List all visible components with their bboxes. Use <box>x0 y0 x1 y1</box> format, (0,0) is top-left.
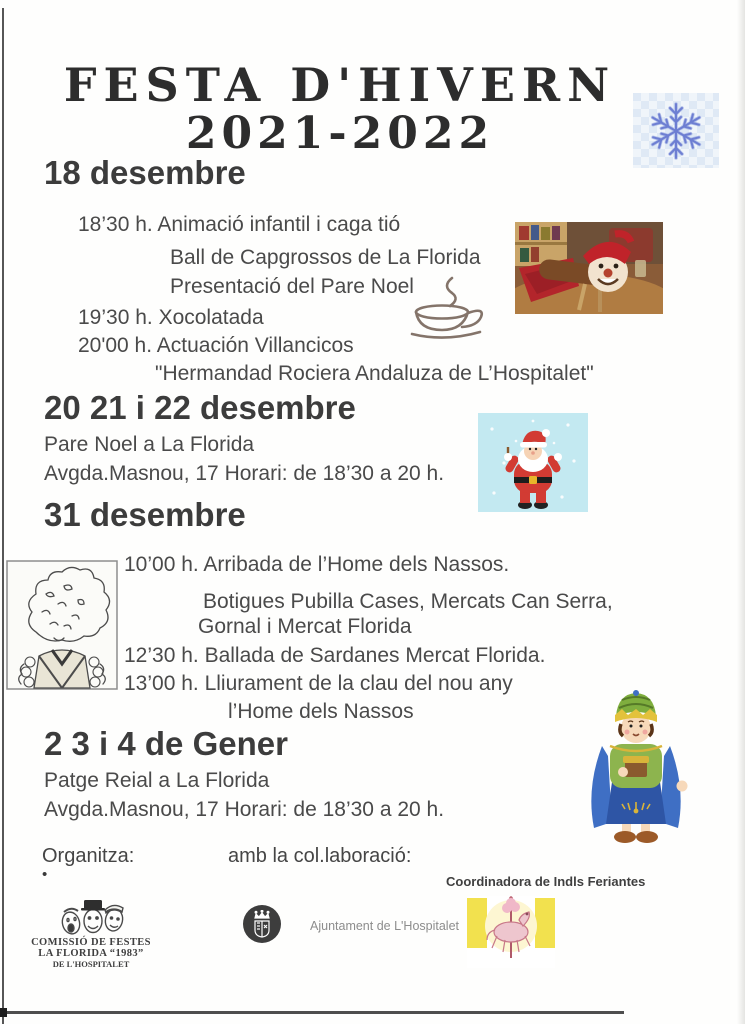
festival-masks-logo <box>56 899 128 939</box>
schedule-line: 10’00 h. Arribada de l’Home dels Nassos. <box>124 553 510 576</box>
caga-tio-photo <box>515 222 663 314</box>
schedule-line: Ball de Capgrossos de La Florida <box>170 246 481 269</box>
heading-2-3-4-gener: 2 3 i 4 de Gener <box>44 725 288 762</box>
masks-caption-line1: COMISSIÓ DE FESTES <box>31 937 151 948</box>
patge-reial-image <box>578 684 694 844</box>
schedule-line: Presentació del Pare Noel <box>170 275 414 298</box>
heading-18-desembre: 18 desembre <box>44 154 246 191</box>
schedule-line: 13’00 h. Lliurament de la clau del nou any <box>124 672 513 695</box>
masks-caption-line2: LA FLORIDA “1983” <box>38 948 144 959</box>
poster-title-line1: FESTA D'HIVERN <box>63 58 617 112</box>
schedule-line: Avgda.Masnou, 17 Horari: de 18’30 a 20 h. <box>44 462 445 485</box>
schedule-line: Patge Reial a La Florida <box>44 769 270 792</box>
masks-caption-line3: DE L'HOSPITALET <box>52 959 130 969</box>
heading-31-desembre: 31 desembre <box>44 496 246 533</box>
scan-shadow-right <box>737 0 745 1024</box>
collaboracio-label: amb la col.laboració: <box>228 845 412 867</box>
santa-claus-image <box>478 413 588 512</box>
heading-20-21-22-desembre: 20 21 i 22 desembre <box>44 389 356 426</box>
schedule-line: l’Home dels Nassos <box>228 700 414 723</box>
scan-edge-line-left <box>2 8 4 1024</box>
schedule-line: Gornal i Mercat Florida <box>198 615 412 638</box>
schedule-line: 18’30 h. Animació infantil i caga tió <box>78 213 401 236</box>
organitza-label: Organitza: <box>42 845 135 867</box>
scan-edge-line-bottom <box>0 1011 624 1014</box>
schedule-line: 20'00 h. Actuación Villancicos <box>78 334 354 357</box>
carousel-horse-image <box>467 896 555 968</box>
coordinadora-label: Coordinadora de Indls Feriantes <box>446 874 646 889</box>
schedule-line: 12’30 h. Ballada de Sardanes Mercat Florida. <box>124 644 546 667</box>
bullet-point: • <box>42 866 48 883</box>
schedule-line: Avgda.Masnou, 17 Horari: de 18’30 a 20 h. <box>44 798 445 821</box>
schedule-line: "Hermandad Rociera Andaluza de L’Hospitalet" <box>155 362 594 385</box>
schedule-line: Botigues Pubilla Cases, Mercats Can Serra, <box>203 590 613 613</box>
poster-title-line2: 2021-2022 <box>185 108 495 159</box>
scan-corner-mark <box>0 1008 7 1017</box>
home-dels-nassos-sketch <box>6 560 118 690</box>
ajuntament-crest-logo <box>243 905 281 943</box>
snowflake-image <box>633 93 719 168</box>
ajuntament-label: Ajuntament de L'Hospitalet <box>310 919 460 933</box>
hot-chocolate-cup-icon <box>400 276 496 340</box>
schedule-line: Pare Noel a La Florida <box>44 433 255 456</box>
schedule-line: 19’30 h. Xocolatada <box>78 306 264 329</box>
